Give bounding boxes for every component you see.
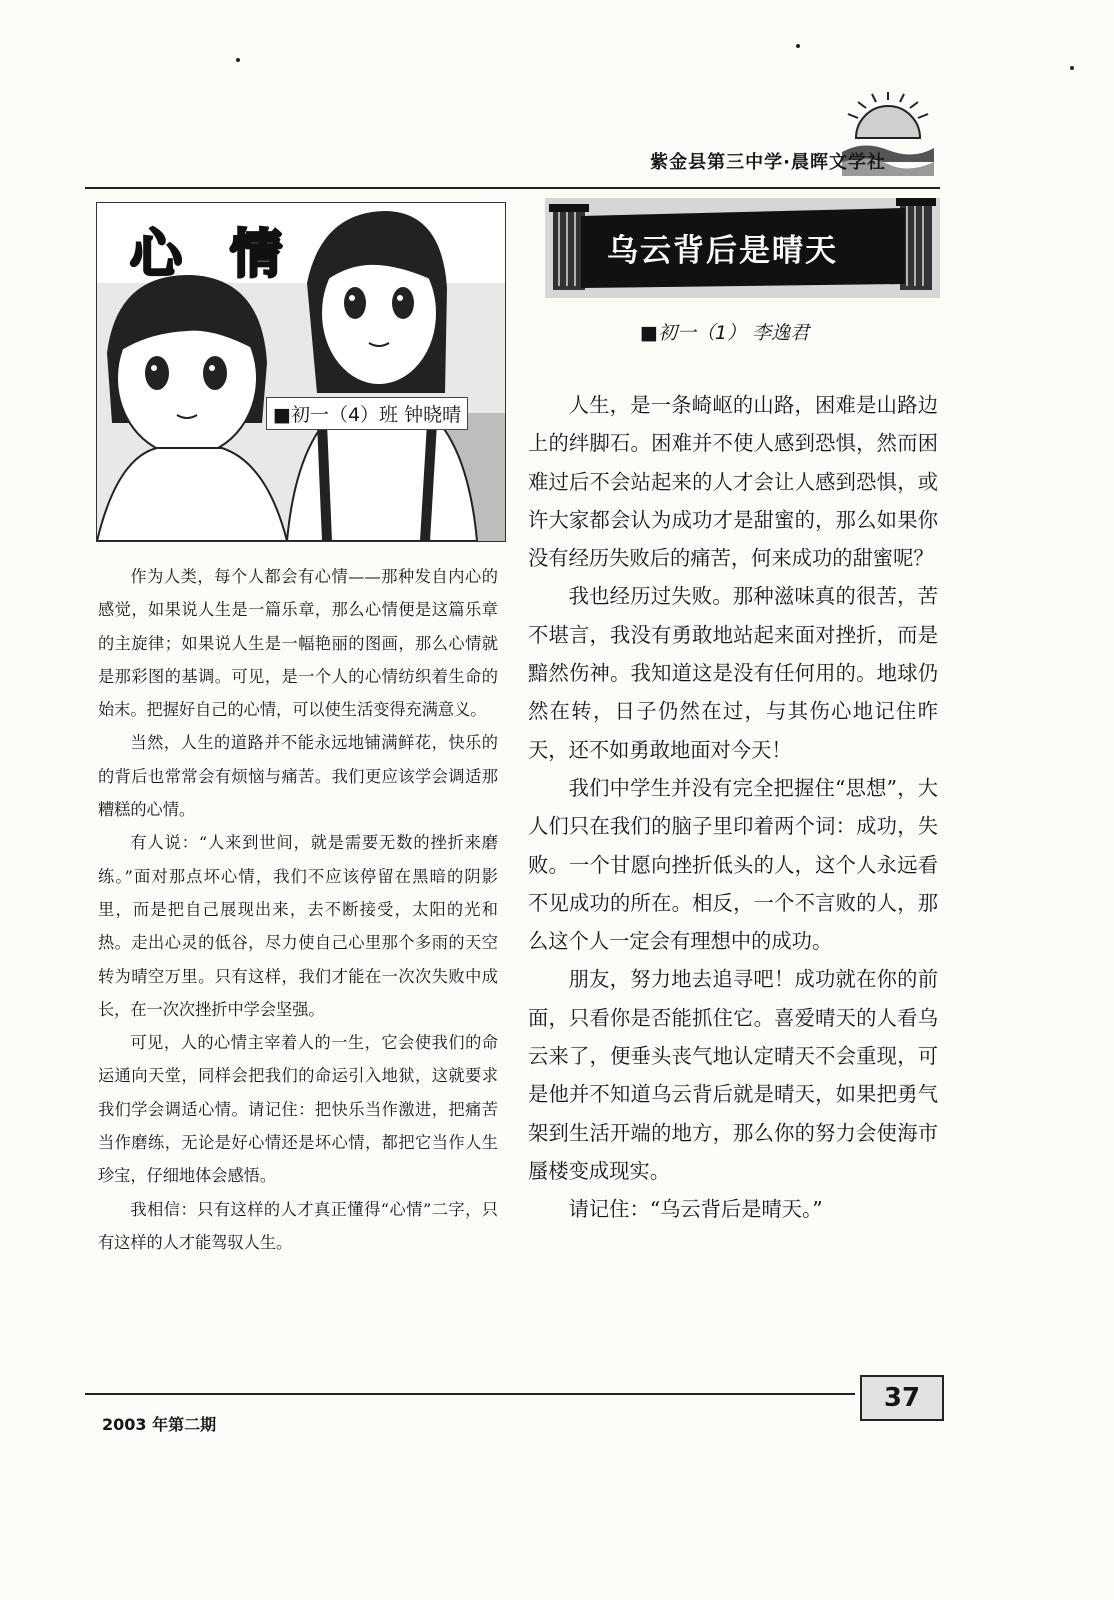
paragraph: 当然，人生的道路并不能永远地铺满鲜花，快乐的的背后也常常会有烦恼与痛苦。我们更应该学会调适那糟糕的心情。 [98, 733, 498, 820]
speck [236, 58, 240, 62]
left-article-byline: ■初一（4）班 钟晓晴 [266, 397, 468, 430]
speck [796, 44, 800, 48]
paragraph: 作为人类，每个人都会有心情——那种发自内心的感觉，如果说人生是一篇乐章，那么心情便是这篇乐章的主旋律；如果说人生是一幅艳丽的图画，那么心情就是那彩图的基调。可见，是一个人的心情纺织着生命的始末。把握好自己的心情，可以使生活变得充满意义。 [98, 567, 498, 720]
masthead: 紫金县第三中学·晨晖文学社 [650, 152, 886, 173]
issue-label: 2003 年第二期 [102, 1415, 217, 1434]
paragraph: 有人说：“人来到世间，就是需要无数的挫折来磨练。”面对那点坏心情，我们不应该停留在黑暗的阴影里，而是把自己展现出来，去不断接受，太阳的光和热。走出心灵的低谷，尽力使自己心里那个多雨的天空转为晴空万里。只有这样，我们才能在一次次失败中成长，在一次次挫折中学会坚强。 [98, 833, 498, 1019]
paragraph: 可见，人的心情主宰着人的一生，它会使我们的命运通向天堂，同样会把我们的命运引入地狱，这就要求我们学会调适心情。请记住：把快乐当作激进，把痛苦当作磨练，无论是好心情还是坏心情，都把它当作人生珍宝，仔细地体会感悟。 [98, 1033, 498, 1186]
paragraph: 我相信：只有这样的人才真正懂得“心情”二字，只有这样的人才能驾驭人生。 [98, 1199, 498, 1252]
right-article-byline: ■初一（1） 李逸君 [640, 322, 810, 344]
paragraph: 朋友，努力地去追寻吧！成功就在你的前面，只看你是否能抓住它。喜爱晴天的人看乌云来了，便垂头丧气地认定晴天不会重现，可是他并不知道乌云背后就是晴天，如果把勇气架到生活开端的地方，那么你的努力会使海市蜃楼变成现实。 [528, 967, 938, 1183]
paragraph: 请记住：“乌云背后是晴天。” [568, 1197, 823, 1222]
page-number: 37 [860, 1375, 944, 1421]
header-rule [85, 187, 940, 189]
left-article-body [98, 560, 498, 1259]
right-article-body [528, 386, 938, 1229]
speck [1070, 66, 1074, 70]
paragraph: 我也经历过失败。那种滋味真的很苦，苦不堪言，我没有勇敢地站起来面对挫折，而是黯然伤神。我知道这是没有任何用的。地球仍然在转，日子仍然在过，与其伤心地记住昨天，还不如勇敢地面对今天！ [528, 584, 938, 762]
right-article-title: 乌云背后是晴天 [607, 233, 838, 269]
left-article-title: 心情 [130, 225, 331, 285]
footer-rule [85, 1393, 855, 1395]
paragraph: 人生，是一条崎岖的山路，困难是山路边上的绊脚石。困难并不使人感到恐惧，然而困难过后不会站起来的人才会让人感到恐惧，或许大家都会认为成功才是甜蜜的，那么如果你没有经历失败后的痛苦，何来成功的甜蜜呢？ [528, 393, 938, 571]
paragraph: 我们中学生并没有完全把握住“思想”，大人们只在我们的脑子里印着两个词：成功，失败。一个甘愿向挫折低头的人，这个人永远看不见成功的所在。相反，一个不言败的人，那么这个人一定会有理想中的成功。 [528, 775, 938, 954]
